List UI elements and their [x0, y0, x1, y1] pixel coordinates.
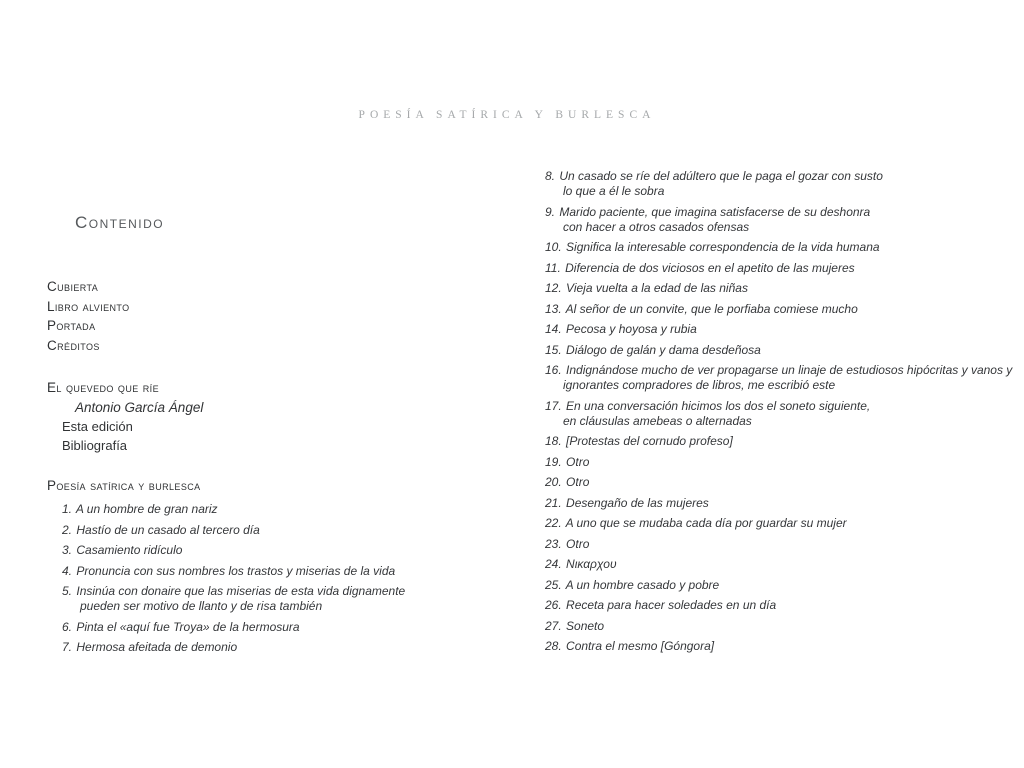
toc-entry-number: 14. [545, 322, 562, 336]
toc-entry[interactable] [545, 363, 1020, 393]
toc-entry[interactable] [545, 281, 1020, 296]
toc-entry-text: Hastío de un casado al tercero día [76, 522, 260, 537]
toc-entry[interactable] [62, 523, 492, 538]
toc-entry-text: Diálogo de galán y dama desdeñosa [566, 342, 761, 357]
poem-list-left [47, 502, 492, 655]
toc-left-column [47, 214, 492, 661]
toc-link-cubierta[interactable]: Cubierta [47, 279, 99, 294]
toc-entry-number: 25. [545, 577, 562, 592]
toc-entry-number: 18. [545, 434, 562, 448]
toc-title: Contenido [75, 213, 165, 232]
toc-entry-number: 10. [545, 240, 562, 254]
toc-entry-number: 19. [545, 454, 562, 469]
toc-entry-number: 11. [545, 260, 561, 275]
toc-entry-text-wrap: pueden ser motivo de llanto y de risa también [80, 599, 323, 613]
toc-entry-text: Desengaño de las mujeres [566, 495, 709, 510]
toc-entry-text: Otro [566, 536, 590, 551]
toc-entry[interactable] [545, 516, 1020, 531]
toc-entry-number: 17. [545, 398, 562, 413]
toc-entry[interactable] [545, 496, 1020, 511]
toc-entry[interactable] [62, 543, 492, 558]
toc-entry-number: 12. [545, 281, 562, 295]
toc-entry-number: 26. [545, 598, 562, 612]
toc-entry-number: 6. [62, 619, 73, 634]
toc-entry-text: Significa la interesable correspondencia de la vida humana [566, 240, 880, 254]
toc-entry-text: A un hombre casado y pobre [565, 577, 720, 592]
toc-entry[interactable] [545, 240, 1020, 255]
toc-link-libro-alviento[interactable]: Libro alviento [47, 298, 130, 314]
toc-entry[interactable] [62, 640, 492, 655]
toc-entry-number: 9. [545, 204, 556, 219]
toc-entry-text-wrap: ignorantes compradores de libros, me escribió este [563, 378, 836, 392]
toc-entry-number: 28. [545, 639, 562, 653]
toc-entry-text: Pinta el «aquí fue Troya» de la hermosura [76, 619, 300, 634]
toc-entry-number: 16. [545, 363, 562, 377]
toc-link-el-quevedo-que-rie[interactable]: El quevedo que ríe [47, 380, 159, 395]
toc-entry[interactable] [62, 564, 492, 579]
toc-entry-number: 3. [62, 543, 73, 557]
toc-entry-text: Soneto [566, 618, 605, 633]
toc-entry-number: 27. [545, 618, 562, 633]
toc-link-bibliografia[interactable]: Bibliografía [62, 437, 128, 453]
toc-entry-number: 2. [62, 522, 73, 537]
toc-link-creditos[interactable]: Créditos [47, 337, 100, 353]
poem-list-right [545, 169, 1020, 654]
toc-entry[interactable] [545, 169, 1020, 199]
toc-entry[interactable] [545, 343, 1020, 358]
toc-entry[interactable] [545, 455, 1020, 470]
toc-entry[interactable] [545, 537, 1020, 552]
toc-entry[interactable] [545, 639, 1020, 654]
toc-entry-text: A uno que se mudaba cada día por guardar su mujer [565, 516, 847, 530]
toc-entry-text: Marido paciente, que imagina satisfacerse de su deshonra [559, 204, 871, 219]
toc-entry-text-wrap: en cláusulas amebeas o alternadas [563, 413, 752, 428]
toc-entry-text: Νικαρχου [566, 557, 617, 571]
toc-author-name: Antonio García Ángel [75, 399, 204, 415]
running-header: POESÍA SATÍRICA Y BURLESCA [358, 109, 656, 121]
toc-entry-number: 8. [545, 169, 556, 183]
toc-link-esta-edicion[interactable]: Esta edición [62, 418, 133, 434]
toc-entry-number: 13. [545, 301, 562, 316]
toc-entry[interactable] [62, 584, 492, 614]
toc-entry-text: [Protestas del cornudo profeso] [566, 434, 733, 448]
toc-entry[interactable] [545, 205, 1020, 235]
toc-entry-text-wrap: lo que a él le sobra [563, 184, 665, 198]
toc-entry-number: 24. [545, 557, 562, 571]
toc-entry-text: Otro [566, 454, 590, 469]
toc-entry[interactable] [545, 619, 1020, 634]
toc-entry-text: En una conversación hicimos los dos el soneto siguiente, [566, 398, 871, 413]
toc-entry[interactable] [62, 620, 492, 635]
toc-entry-number: 7. [62, 640, 73, 654]
toc-entry[interactable] [545, 578, 1020, 593]
toc-entry-text: Casamiento ridículo [76, 543, 183, 557]
toc-entry-text: Vieja vuelta a la edad de las niñas [566, 281, 748, 295]
toc-entry-text: Pronuncia con sus nombres los trastos y miserias de la vida [76, 563, 396, 578]
quevedo-section [47, 378, 492, 455]
toc-entry-text-wrap: con hacer a otros casados ofensas [563, 219, 750, 234]
toc-entry[interactable] [545, 557, 1020, 572]
toc-entry-number: 4. [62, 563, 73, 578]
toc-entry-text: Receta para hacer soledades en un día [566, 598, 777, 612]
toc-entry-text: Insinúa con donaire que las miserias de esta vida dignamente [76, 584, 406, 598]
toc-link-portada[interactable]: Portada [47, 318, 96, 333]
toc-entry-text: Hermosa afeitada de demonio [76, 640, 238, 654]
toc-entry-text: Otro [566, 475, 590, 489]
toc-link-poesia-satirica-y-burlesca[interactable]: Poesía satírica y burlesca [47, 477, 201, 493]
toc-entry[interactable] [62, 502, 492, 517]
toc-entry[interactable] [545, 434, 1020, 449]
front-matter-list [47, 277, 492, 355]
toc-entry[interactable] [545, 322, 1020, 337]
toc-entry[interactable] [545, 261, 1020, 276]
toc-entry-number: 20. [545, 475, 562, 489]
toc-entry-text: Diferencia de dos viciosos en el apetito de las mujeres [565, 260, 855, 275]
toc-entry-text: A un hombre de gran nariz [75, 502, 218, 516]
toc-entry[interactable] [545, 475, 1020, 490]
toc-entry-number: 21. [545, 495, 562, 510]
toc-entry-number: 23. [545, 536, 562, 551]
toc-right-column [545, 169, 1020, 660]
toc-entry-number: 22. [545, 516, 562, 530]
toc-entry-number: 5. [62, 584, 73, 598]
toc-entry[interactable] [545, 399, 1020, 429]
toc-entry[interactable] [545, 598, 1020, 613]
toc-entry-text: Al señor de un convite, que le porfiaba comiese mucho [565, 301, 858, 316]
toc-entry-text: Contra el mesmo [Góngora] [566, 639, 715, 653]
toc-entry-text: Un casado se ríe del adúltero que le paga el gozar con susto [559, 169, 883, 183]
toc-entry-text: Pecosa y hoyosa y rubia [566, 322, 697, 336]
toc-entry[interactable] [545, 302, 1020, 317]
toc-entry-number: 1. [62, 502, 73, 516]
toc-entry-number: 15. [545, 342, 562, 357]
toc-entry-text: Indignándose mucho de ver propagarse un linaje de estudiosos hipócritas y vanos y [566, 363, 1013, 377]
